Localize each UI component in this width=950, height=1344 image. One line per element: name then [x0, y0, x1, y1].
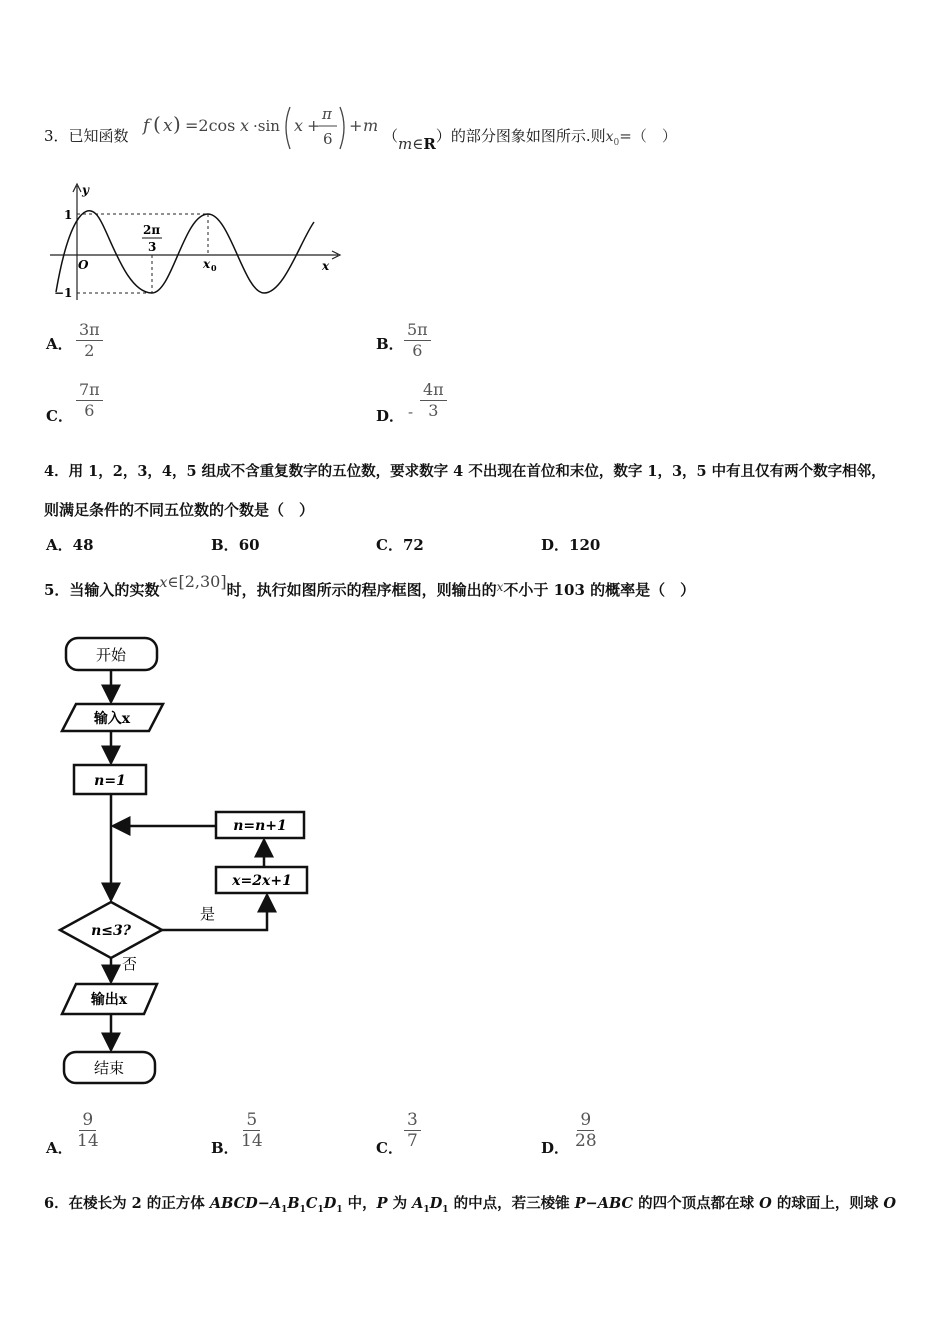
frac-num: 3	[404, 1110, 421, 1131]
q3-option-c-value	[76, 380, 103, 421]
q3-option-d-label[interactable]: D．	[376, 407, 405, 425]
q5-option-b-value	[238, 1110, 266, 1151]
frac-den: 6	[84, 401, 95, 420]
q5-mid: 时，执行如图所示的程序框图，则输出的	[226, 581, 497, 599]
f-tail-plus: +	[349, 116, 363, 135]
q3-option-b-label[interactable]: B．	[376, 335, 404, 353]
option-label: D．	[541, 536, 570, 554]
label-2pi: 2π	[143, 223, 161, 237]
q6-point-p: P	[376, 1195, 388, 1212]
x0-sub: 0	[613, 138, 620, 148]
q4-option-a[interactable]	[46, 534, 94, 555]
f-rparen: )	[173, 112, 181, 136]
option-label: C．	[376, 536, 403, 554]
q5-cond-in: ∈	[167, 573, 179, 591]
q6-sub6: 1	[442, 1204, 449, 1215]
x0-x: x	[605, 129, 614, 145]
q6-sub2: 1	[299, 1204, 306, 1215]
option-value: 60	[238, 536, 260, 554]
flowchart-svg	[52, 632, 322, 1092]
q6-cube: ABCD−A	[209, 1195, 282, 1212]
no-label: 否	[122, 955, 138, 973]
q3-formula-svg	[141, 103, 381, 153]
update-x-text: x=2x+1	[232, 873, 292, 889]
cond-m: m	[398, 135, 413, 153]
q5-suffix: 不小于 103 的概率是（ ）	[503, 581, 696, 599]
option-value: 72	[402, 536, 424, 554]
init-text: n=1	[94, 773, 126, 789]
q3-stem	[44, 126, 129, 146]
q6-part4: 的中点，若三棱锥	[448, 1195, 575, 1212]
q5-flowchart	[52, 632, 322, 1092]
frac-den: 14	[241, 1131, 263, 1151]
q4-line2: 则满足条件的不同五位数的个数是（ ）	[44, 501, 315, 519]
q3-blank: =（ ）	[619, 127, 677, 145]
frac-den: 28	[575, 1131, 597, 1151]
end-text: 结束	[93, 1059, 125, 1077]
f-plus: +	[307, 116, 321, 135]
y-label: y	[82, 183, 89, 197]
cond-in: ∈	[412, 135, 424, 153]
q3-prefix: 3．已知函数	[44, 127, 129, 145]
q6-sub3: 1	[317, 1204, 324, 1215]
q3-graph	[48, 182, 344, 302]
option-label: B．	[211, 536, 239, 554]
label-neg-one: −1	[54, 286, 73, 300]
q6-sphere-o2: O	[883, 1195, 897, 1212]
frac-num: 5	[243, 1110, 260, 1131]
q5-option-a-label[interactable]: A．	[46, 1139, 73, 1157]
sine-graph-svg	[48, 182, 344, 302]
q5-option-b-label[interactable]: B．	[211, 1139, 239, 1157]
q6-stem	[44, 1194, 896, 1220]
q3-suffix: 的部分图象如图所示.则	[450, 127, 606, 145]
option-value: 48	[72, 536, 94, 554]
q6-sphere-o: O	[759, 1195, 772, 1212]
f-symbol: f	[143, 116, 150, 136]
q5-option-c-label[interactable]: C．	[376, 1139, 403, 1157]
q6-pyramid: P−ABC	[574, 1195, 634, 1212]
q6-part5: 的四个顶点都在球	[633, 1195, 760, 1212]
q3-condition	[383, 126, 677, 153]
q3-option-c-label[interactable]: C．	[46, 407, 73, 425]
output-text: 输出x	[90, 992, 128, 1008]
q3-option-d-value	[420, 380, 447, 421]
q3-formula	[141, 103, 381, 153]
f-pi: π	[322, 105, 332, 123]
q4-line1: 4．用 1，2，3，4，5 组成不含重复数字的五位数，要求数字 4 不出现在首位和末位，数字 1，3，5 中有且仅有两个数字相邻，	[44, 463, 886, 480]
q5-out-x: x	[496, 580, 504, 594]
q5-option-d-value	[572, 1110, 600, 1151]
label-origin: O	[78, 258, 89, 272]
frac-num: 4π	[420, 380, 447, 401]
f-lparen: (	[153, 112, 161, 136]
label-one: 1	[64, 208, 73, 222]
q6-part1: 6．在棱长为 2 的正方体	[44, 1195, 210, 1212]
q4-option-b[interactable]	[211, 534, 260, 555]
q6-d1: D	[429, 1195, 443, 1212]
option-value: 120	[569, 536, 601, 554]
frac-num: 7π	[76, 380, 103, 401]
f-inner-x: x	[294, 116, 304, 135]
frac-num: 5π	[404, 320, 431, 341]
q6-part2: 中，	[342, 1195, 377, 1212]
big-rparen	[340, 107, 344, 149]
q3-option-a-label[interactable]: A．	[46, 335, 73, 353]
label-three: 3	[148, 240, 157, 254]
condition-text: n≤3?	[91, 923, 131, 939]
sine-curve	[56, 211, 314, 293]
q5-option-d-label[interactable]: D．	[541, 1139, 570, 1157]
q6-sub5: 1	[423, 1204, 430, 1215]
q3-option-b-value	[404, 320, 431, 361]
input-text: 输入x	[93, 711, 131, 727]
big-lparen	[286, 107, 290, 149]
frac-den: 2	[84, 341, 95, 360]
label-x0: x	[203, 257, 211, 271]
cond-close: ）	[435, 127, 451, 145]
f-m: m	[363, 116, 379, 135]
cond-open: （	[383, 127, 399, 145]
frac-num: 9	[577, 1110, 594, 1131]
q5-prefix: 5．当输入的实数	[44, 581, 160, 599]
q5-option-c-value	[404, 1110, 421, 1151]
q4-option-c[interactable]	[376, 534, 424, 555]
q5-cond-x: x	[159, 575, 168, 591]
f-sin: ·sin	[253, 117, 280, 135]
frac-num: 9	[79, 1110, 96, 1131]
q6-part3: 为	[387, 1195, 413, 1212]
frac-num: 3π	[76, 320, 103, 341]
cond-R: R	[423, 135, 436, 153]
label-x0-sub: 0	[211, 263, 217, 273]
frac-den: 3	[428, 401, 439, 420]
f-six: 6	[323, 130, 333, 148]
q6-sub1: 1	[281, 1204, 288, 1215]
q4-option-d[interactable]	[541, 534, 600, 555]
x-label: x	[322, 259, 330, 273]
q5-option-a-value	[74, 1110, 102, 1151]
frac-den: 14	[77, 1131, 99, 1151]
option-label: A．	[46, 536, 73, 554]
q3-option-a-value	[76, 320, 103, 361]
q3-option-d-sign: -	[408, 403, 414, 421]
update-n-text: n=n+1	[233, 818, 287, 834]
q6-part6: 的球面上，则球	[771, 1195, 884, 1212]
frac-den: 7	[407, 1131, 418, 1151]
f-eq-2cos: =2cos	[185, 116, 236, 135]
q6-cube-b: B	[287, 1195, 300, 1212]
q6-sub4: 1	[336, 1204, 343, 1215]
q6-cube-d: D	[323, 1195, 337, 1212]
start-text: 开始	[95, 646, 127, 664]
yes-label: 是	[200, 905, 216, 923]
f-x: x	[163, 116, 173, 136]
f-x2: x	[240, 116, 250, 135]
q5-stem	[44, 572, 696, 601]
q6-a1: A	[412, 1195, 424, 1212]
q6-cube-c: C	[305, 1195, 318, 1212]
q5-cond-interval: [2,30]	[178, 572, 227, 591]
frac-den: 6	[412, 341, 423, 360]
